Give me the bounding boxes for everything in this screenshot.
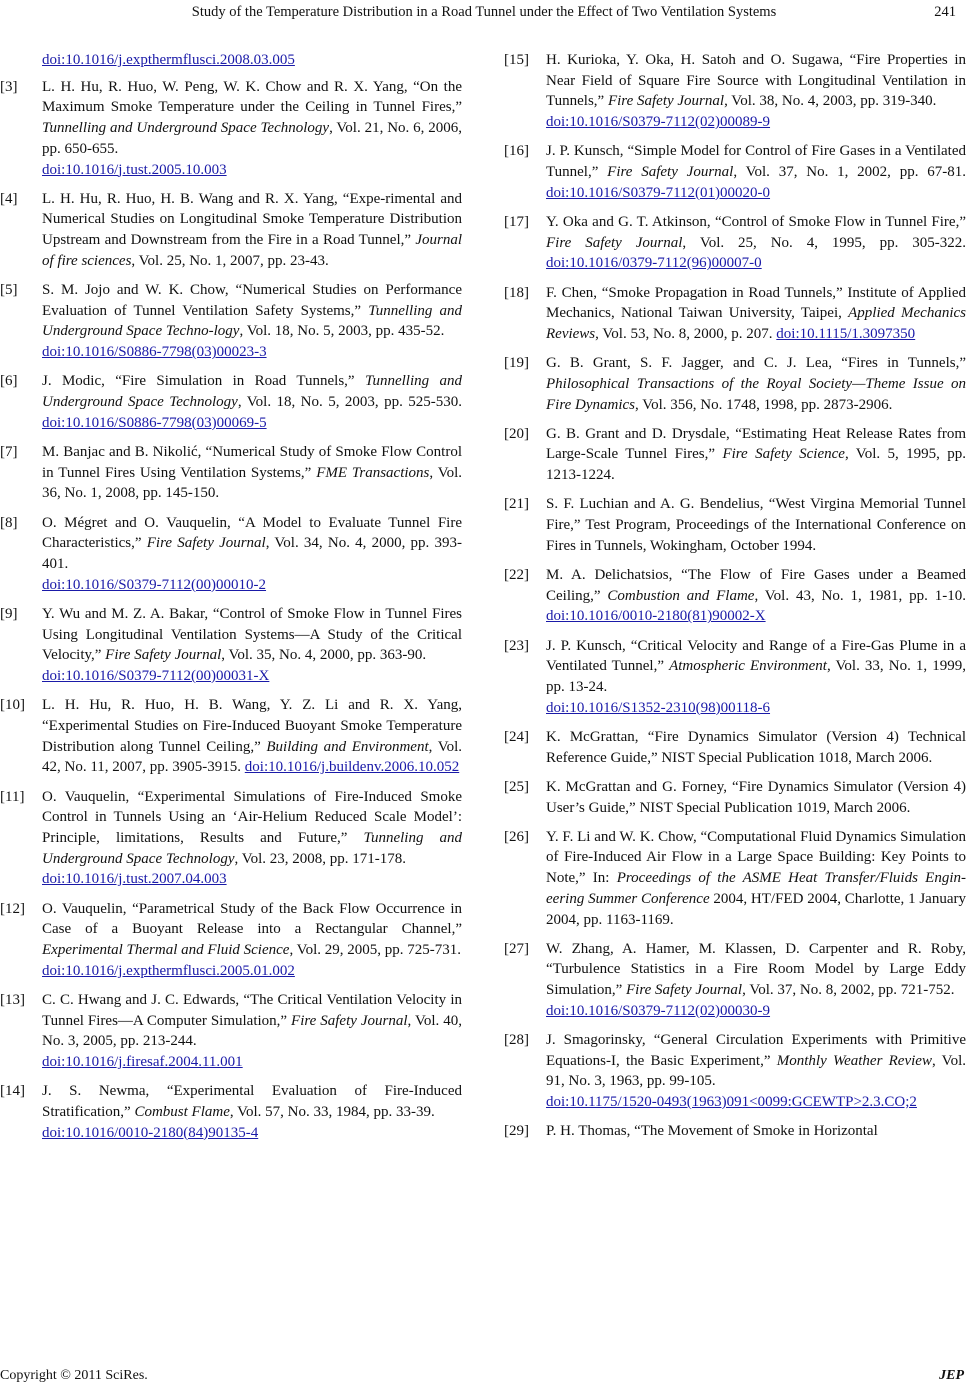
reference-details: , Vol. 21, No. 6, 2006, pp. 650-655. — [42, 120, 462, 157]
reference-authors-title: S. M. Jojo and W. K. Chow, “Numerical Studies on Performance Evaluation of Tunnel Ventilation Safety Systems,” — [42, 282, 462, 319]
running-header — [0, 0, 968, 24]
reference-item — [504, 827, 966, 931]
reference-details: , Vol. 18, No. 5, 2003, pp. 435-52. — [239, 323, 445, 340]
reference-details: , Vol. 5, 1995, pp. 1213-1224. — [546, 446, 967, 484]
reference-authors-title: G. B. Grant, S. F. Jagger, and C. J. Lea, “Fires in Tunnels,” — [546, 355, 966, 372]
reference-authors-title: L. H. Hu, R. Huo, H. B. Wang, Y. Z. Li and R. X. Yang, “Experimental Studies on Fire-Induced Buoyant Smoke Temperature Distribution along Tunnel Ceiling,” — [42, 697, 462, 755]
reference-text — [42, 280, 462, 363]
reference-details: , Vol. 53, No. 8, 2000, p. 207. — [595, 325, 777, 342]
reference-authors-title: H. Kurioka, Y. Oka, H. Satoh and O. Sugawa, “Fire Properties in Near Field of Square Fire Source with Longitudinal Ventilation in Tunnels,” — [546, 52, 966, 110]
doi-link[interactable]: doi:10.1016/0379-7112(96)00007-0 — [546, 255, 762, 272]
reference-text — [42, 604, 462, 687]
reference-details: , Vol. 23, 2008, pp. 171-178. — [234, 850, 407, 867]
reference-text — [546, 1121, 966, 1142]
reference-item — [504, 353, 966, 415]
reference-authors-title: F. Chen, “Smoke Propagation in Road Tunnels,” Institute of Applied Mechanics, National Taiwan University, Taipei, — [546, 284, 966, 322]
reference-number: [6] — [0, 373, 18, 390]
reference-number: [10] — [0, 697, 25, 714]
reference-item — [504, 494, 966, 556]
doi-link[interactable]: doi:10.1016/S0886-7798(03)00069-5 — [42, 414, 267, 431]
reference-authors-title: M. Banjac and B. Nikolić, “Numerical Study of Smoke Flow Control in Tunnel Fires Using Ventilation Systems,” — [42, 443, 462, 481]
reference-authors-title: P. H. Thomas, “The Movement of Smoke in Horizontal — [546, 1123, 878, 1140]
reference-item — [0, 604, 462, 687]
reference-authors-title: L. H. Hu, R. Huo, W. Peng, W. K. Chow and R. X. Yang, “On the Maximum Smoke Temperature under the Ceiling in Tunnel Fires,” — [42, 78, 462, 116]
reference-authors-title: O. Mégret and O. Vauquelin, “A Model to Evaluate Tunnel Fire Characteristics,” — [42, 514, 462, 552]
reference-source: Fire Safety Journal — [146, 535, 266, 552]
reference-authors-title: W. Zhang, A. Hamer, M. Klassen, D. Carpenter and R. Roby, “Turbulence Statistics in a Fire Room Model by Large Eddy Simulation,” — [546, 940, 966, 999]
reference-text — [546, 424, 966, 486]
doi-link[interactable]: doi:10.1016/0010-2180(84)90135-4 — [42, 1124, 259, 1141]
reference-authors-title: K. McGrattan, “Fire Dynamics Simulator (Version 4) Technical Reference Guide,” NIST Special Publication 1018, March 2006. — [546, 728, 966, 766]
reference-number: [25] — [504, 778, 529, 795]
reference-number: [3] — [0, 78, 18, 95]
reference-source: Building and Environment — [266, 738, 429, 755]
reference-authors-title: J. S. Newma, “Experimental Evaluation of Fire-Induced Stratification,” — [42, 1083, 462, 1120]
reference-source: Fire Safety Journal — [105, 647, 222, 664]
running-title: Study of the Temperature Distribution in a Road Tunnel under the Effect of Two Ventilation Systems — [191, 4, 777, 20]
reference-number: [17] — [504, 213, 529, 230]
reference-details: , Vol. 356, No. 1748, 1998, pp. 2873-2906. — [635, 396, 893, 413]
reference-details: , Vol. 37, No. 1, 2002, pp. 67-81. — [733, 164, 967, 181]
doi-link[interactable]: doi:10.1016/S0379-7112(01)00020-0 — [546, 184, 771, 201]
reference-authors-title: J. Modic, “Fire Simulation in Road Tunnels,” — [42, 373, 365, 390]
reference-number: [14] — [0, 1083, 25, 1100]
reference-details: 2004, HT/FED 2004, Charlotte, 1 January 2004, pp. 1163-1169. — [546, 890, 966, 928]
reference-item — [0, 189, 462, 272]
doi-link[interactable]: doi:10.1016/j.expthermflusci.2005.01.002 — [42, 962, 295, 979]
reference-item — [504, 424, 966, 486]
reference-text — [546, 494, 966, 556]
reference-details: , Vol. 43, No. 1, 1981, pp. 1-10. — [754, 587, 966, 604]
reference-details: , Vol. 25, No. 1, 2007, pp. 23-43. — [131, 252, 329, 269]
reference-number: [15] — [504, 52, 529, 68]
reference-number: [18] — [504, 284, 529, 301]
doi-link[interactable]: doi:10.1016/j.expthermflusci.2008.03.005 — [42, 52, 295, 68]
reference-number: [11] — [0, 788, 25, 805]
reference-text — [546, 727, 966, 768]
reference-authors-title: K. McGrattan and G. Forney, “Fire Dynamics Simulator (Version 4) User’s Guide,” NIST Special Publication 1019, March 2006. — [546, 778, 966, 816]
reference-text — [42, 189, 462, 272]
reference-text — [546, 212, 966, 274]
reference-item — [0, 787, 462, 891]
reference-number: [19] — [504, 355, 529, 372]
reference-text — [42, 77, 462, 181]
reference-authors-title: J. P. Kunsch, “Critical Velocity and Range of a Fire-Gas Plume in a Ventilated Tunnel,” — [546, 637, 966, 675]
reference-authors-title: C. C. Hwang and J. C. Edwards, “The Critical Ventilation Velocity in Tunnel Fires—A Computer Simulation,” — [42, 991, 462, 1029]
reference-item — [504, 727, 966, 768]
reference-details: , Vol. 37, No. 8, 2002, pp. 721-752. — [742, 982, 955, 999]
reference-authors-title: M. A. Delichatsios, “The Flow of Fire Gases under a Beamed Ceiling,” — [546, 566, 966, 604]
reference-text — [546, 565, 966, 627]
copyright-notice: Copyright © 2011 SciRes. — [0, 1368, 148, 1383]
reference-item — [0, 513, 462, 596]
reference-item — [0, 695, 462, 778]
reference-source: Combust Flame — [134, 1103, 230, 1120]
doi-link[interactable]: doi:10.1016/S0886-7798(03)00023-3 — [42, 344, 267, 361]
reference-text — [42, 695, 462, 778]
doi-link[interactable]: doi:10.1016/S0379-7112(00)00010-2 — [42, 576, 267, 593]
reference-details: , Vol. 35, No. 4, 2000, pp. 363-90. — [221, 647, 427, 664]
reference-text — [42, 1081, 462, 1143]
reference-text — [546, 283, 966, 345]
reference-source: Proceedings of the ASME Heat Transfer/Fluids Engin-eering Summer Conference — [546, 870, 966, 907]
reference-number: [20] — [504, 425, 529, 442]
reference-number: [7] — [0, 443, 18, 460]
reference-authors-title: J. P. Kunsch, “Simple Model for Control of Fire Gases in a Ventilated Tunnel,” — [546, 143, 966, 181]
reference-source: Monthly Weather Review — [776, 1052, 932, 1069]
reference-text — [546, 939, 966, 1022]
reference-text — [42, 787, 462, 891]
reference-item — [0, 990, 462, 1073]
reference-text — [546, 636, 966, 719]
reference-authors-title: O. Vauquelin, “Parametrical Study of the Back Flow Occurrence in Case of a Buoyant Release into a Rectangular Channel,” — [42, 900, 462, 938]
reference-source: Fire Safety Science — [722, 446, 845, 463]
reference-source: Fire Safety Journal — [546, 234, 683, 251]
reference-item — [504, 1030, 966, 1113]
reference-number: [9] — [0, 605, 18, 622]
reference-number: [26] — [504, 828, 529, 845]
reference-item — [504, 50, 966, 133]
reference-source: Fire Safety Journal — [607, 164, 734, 181]
doi-link[interactable]: doi:10.1016/S0379-7112(02)00030-9 — [546, 1002, 771, 1019]
doi-link[interactable]: doi:10.1115/1.3097350 — [776, 325, 916, 342]
reference-source: Tunnelling and Underground Space Technology — [42, 120, 330, 137]
page-footer — [0, 1368, 968, 1386]
reference-authors-title: S. F. Luchian and A. G. Bendelius, “West Virgina Memorial Tunnel Fire,” Test Program, Proceedings of the International Conference on Fires in Tunnels, Wokingham, October 1994. — [546, 496, 966, 554]
reference-text — [546, 141, 966, 203]
reference-item — [504, 1121, 966, 1142]
reference-source: Tunnelling and Underground Space Technology — [42, 373, 462, 411]
reference-details: , Vol. 42, No. 11, 2007, pp. 3905-3915. — [42, 738, 463, 776]
reference-authors-title: Y. Oka and G. T. Atkinson, “Control of Smoke Flow in Tunnel Fire,” — [546, 213, 966, 230]
reference-item — [0, 899, 462, 982]
reference-text — [42, 899, 462, 982]
reference-source: Combustion and Flame — [607, 587, 755, 604]
reference-number: [23] — [504, 637, 529, 654]
reference-source: Applied Mechanics Reviews — [546, 305, 966, 342]
reference-number: [24] — [504, 728, 529, 745]
reference-authors-title: O. Vauquelin, “Experimental Simulations of Fire-Induced Smoke Control in Tunnels Using an ‘Air-Helium Reduced Scale Model’: Principle, limitations, Results and Future,” — [42, 788, 462, 846]
reference-source: Tunneling and Underground Space Technology — [42, 829, 462, 867]
doi-link[interactable]: doi:10.1016/j.tust.2005.10.003 — [42, 161, 227, 178]
reference-text — [546, 353, 966, 415]
reference-authors-title: Y. F. Li and W. K. Chow, “Computational Fluid Dynamics Simulation of Fire-Induced Air Flow in a Large Space Building: Key Points to Note,” In: — [546, 828, 966, 887]
doi-link[interactable]: doi:10.1016/0010-2180(81)90002-X — [546, 608, 766, 625]
reference-details: , Vol. 33, No. 1, 1999, pp. 13-24. — [546, 658, 966, 695]
reference-details: , Vol. 18, No. 5, 2003, pp. 525-530. — [237, 394, 462, 411]
reference-source: Fire Safety Journal — [626, 982, 743, 999]
reference-item — [0, 77, 462, 181]
reference-item — [0, 442, 462, 504]
reference-number: [4] — [0, 190, 18, 207]
reference-item — [504, 283, 966, 345]
reference-details: , Vol. 34, No. 4, 2000, pp. 393-401. — [42, 535, 462, 572]
reference-source: Journal of fire sciences — [42, 232, 462, 269]
reference-text — [42, 442, 462, 504]
reference-details: , Vol. 57, No. 33, 1984, pp. 33-39. — [229, 1103, 435, 1120]
reference-details: , Vol. 91, No. 3, 1963, pp. 99-105. — [546, 1052, 966, 1090]
reference-authors-title: Y. Wu and M. Z. A. Bakar, “Control of Smoke Flow in Tunnel Fires Using Longitudinal Ventilation Systems—A Study of the Critical Velocity,” — [42, 605, 462, 664]
reference-text — [546, 827, 966, 931]
reference-details: , Vol. 36, No. 1, 2008, pp. 145-150. — [42, 464, 463, 502]
doi-link[interactable]: doi:10.1016/S0379-7112(00)00031-X — [42, 667, 270, 684]
reference-item — [504, 939, 966, 1022]
reference-number: [27] — [504, 940, 529, 957]
reference-item — [0, 371, 462, 433]
journal-abbrev: JEP — [939, 1368, 964, 1383]
reference-item — [504, 565, 966, 627]
reference-number: [5] — [0, 282, 18, 299]
reference-source: FME Transactions — [316, 464, 430, 481]
doi-link[interactable]: doi:10.1016/S1352-2310(98)00118-6 — [546, 699, 771, 716]
reference-source: Experimental Thermal and Fluid Science — [42, 941, 290, 958]
reference-details: , Vol. 29, 2005, pp. 725-731. — [289, 941, 461, 958]
reference-text — [546, 50, 966, 133]
reference-number: [16] — [504, 143, 529, 160]
reference-details: , Vol. 25, No. 4, 1995, pp. 305-322. — [682, 234, 966, 251]
reference-text — [42, 513, 462, 596]
reference-number: [13] — [0, 991, 25, 1008]
reference-number: [28] — [504, 1032, 529, 1049]
reference-number: [22] — [504, 566, 529, 583]
reference-number: [12] — [0, 900, 25, 917]
reference-item — [504, 212, 966, 274]
reference-source: Fire Safety Journal — [291, 1012, 408, 1029]
reference-authors-title: G. B. Grant and D. Drysdale, “Estimating Heat Release Rates from Large-Scale Tunnel Fires,” — [546, 425, 966, 463]
reference-number: [21] — [504, 496, 529, 513]
reference-continuation — [0, 50, 462, 71]
reference-details: , Vol. 38, No. 4, 2003, pp. 319-340. — [724, 93, 937, 110]
reference-authors-title: L. H. Hu, R. Huo, H. B. Wang and R. X. Yang, “Expe-rimental and Numerical Studies on Longitudinal Smoke Temperature Distribution Upstream and Downstream from the Fire in a Road Tunnel,” — [42, 190, 462, 249]
reference-text — [42, 990, 462, 1073]
doi-link[interactable]: doi:10.1016/S0379-7112(02)00089-9 — [546, 114, 771, 131]
reference-number: [29] — [504, 1123, 529, 1140]
reference-item — [0, 280, 462, 363]
doi-link[interactable]: doi:10.1016/j.tust.2007.04.003 — [42, 871, 227, 888]
reference-source: Tunnelling and Underground Space Techno-logy — [42, 302, 462, 340]
doi-link[interactable]: doi:10.1016/j.firesaf.2004.11.001 — [42, 1053, 243, 1070]
reference-item — [504, 777, 966, 818]
page-number: 241 — [934, 4, 956, 20]
reference-number: [8] — [0, 514, 18, 531]
reference-source: Atmospheric Environment — [669, 658, 827, 675]
reference-item — [504, 636, 966, 719]
reference-authors-title: J. Smagorinsky, “General Circulation Experiments with Primitive Equations-I, the Basic Experiment,” — [546, 1032, 966, 1069]
reference-item — [0, 1081, 462, 1143]
reference-text — [42, 371, 462, 433]
reference-source: Fire Safety Journal — [607, 93, 725, 110]
doi-link[interactable]: doi:10.1175/1520-0493(1963)091<0099:GCEWTP>2.3.CO;2 — [546, 1094, 917, 1111]
doi-link[interactable]: doi:10.1016/j.buildenv.2006.10.052 — [244, 759, 460, 776]
reference-text — [546, 1030, 966, 1113]
left-column — [0, 50, 462, 1152]
reference-source: Philosophical Transactions of the Royal Society—Theme Issue on Fire Dynamics — [546, 375, 966, 413]
reference-text — [546, 777, 966, 818]
right-column — [504, 50, 966, 1151]
reference-details: , Vol. 40, No. 3, 2005, pp. 213-244. — [42, 1012, 462, 1050]
reference-item — [504, 141, 966, 203]
